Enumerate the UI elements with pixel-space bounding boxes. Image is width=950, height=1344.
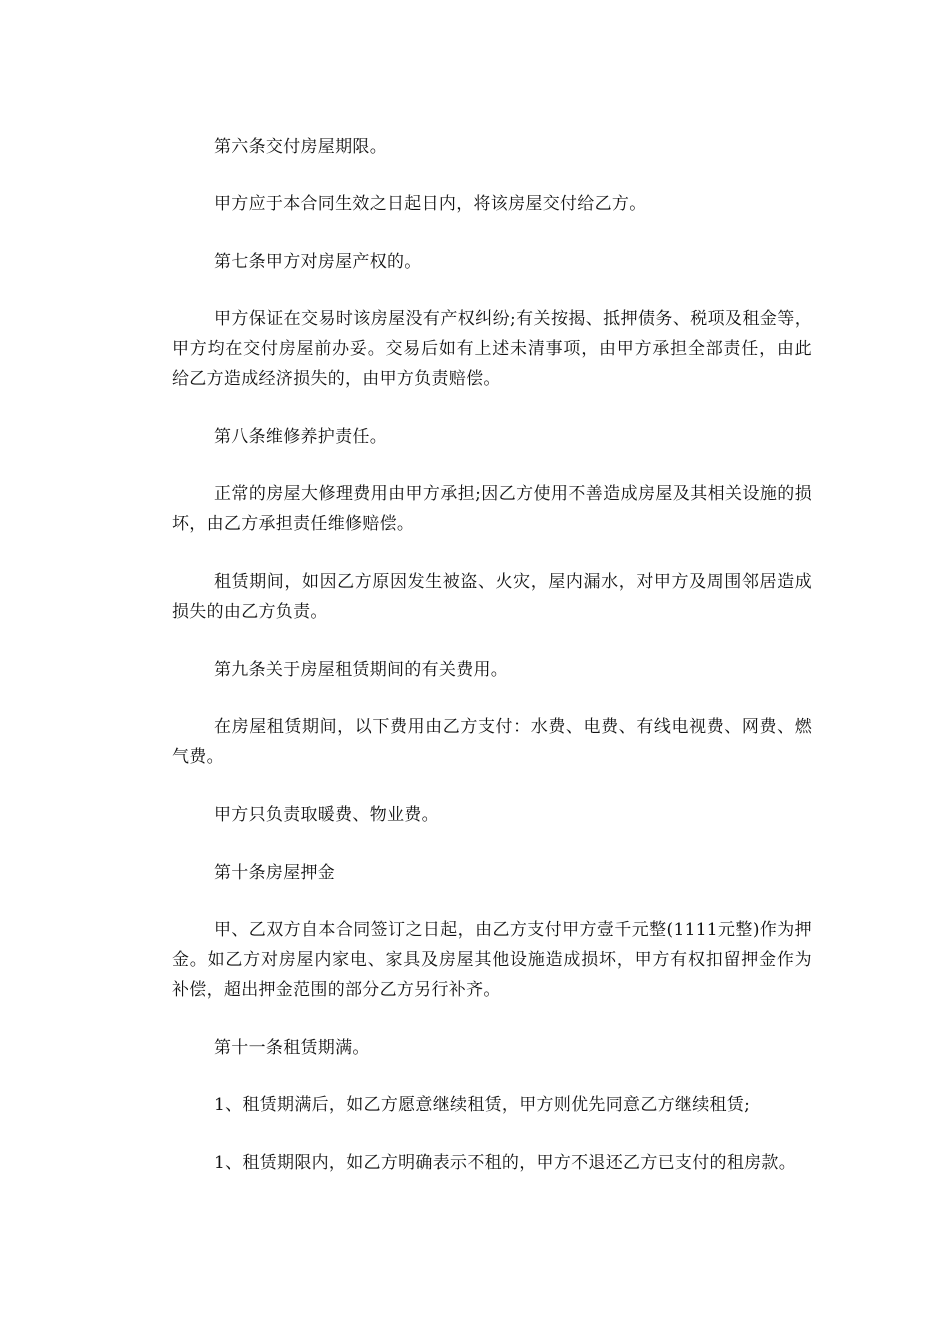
article-8-heading: 第八条维修养护责任。 bbox=[214, 427, 387, 447]
article-10-heading: 第十条房屋押金 bbox=[214, 863, 336, 883]
article-11-heading: 第十一条租赁期满。 bbox=[214, 1038, 370, 1058]
article-9-body-2: 甲方只负责取暖费、物业费。 bbox=[214, 805, 439, 825]
article-7-body: 甲方保证在交易时该房屋没有产权纠纷;有关按揭、抵押债务、税项及租金等，甲方均在交付房屋前办妥。交易后如有上述未清事项，由甲方承担全部责任，由此给乙方造成经济损失的，由甲方负责赔偿。 bbox=[172, 309, 812, 389]
article-6-body: 甲方应于本合同生效之日起日内，将该房屋交付给乙方。 bbox=[214, 194, 647, 214]
article-10-body: 甲、乙双方自本合同签订之日起，由乙方支付甲方壹千元整(1111元整)作为押金。如乙方对房屋内家电、家具及房屋其他设施造成损坏，甲方有权扣留押金作为补偿，超出押金范围的部分乙方另行补齐。 bbox=[172, 920, 812, 1000]
document-body bbox=[172, 132, 812, 1206]
article-7-heading: 第七条甲方对房屋产权的。 bbox=[214, 252, 422, 272]
article-11-item-2: 1、租赁期限内，如乙方明确表示不租的，甲方不退还乙方已支付的租房款。 bbox=[214, 1153, 797, 1173]
article-8-body-1: 正常的房屋大修理费用由甲方承担;因乙方使用不善造成房屋及其相关设施的损坏，由乙方承担责任维修赔偿。 bbox=[172, 484, 812, 534]
article-11-item-1: 1、租赁期满后，如乙方愿意继续租赁，甲方则优先同意乙方继续租赁; bbox=[214, 1095, 751, 1115]
article-9-body-1: 在房屋租赁期间，以下费用由乙方支付：水费、电费、有线电视费、网费、燃气费。 bbox=[172, 717, 812, 767]
article-8-body-2: 租赁期间，如因乙方原因发生被盗、火灾，屋内漏水，对甲方及周围邻居造成损失的由乙方负责。 bbox=[172, 572, 812, 622]
article-6-heading: 第六条交付房屋期限。 bbox=[214, 137, 387, 157]
article-9-heading: 第九条关于房屋租赁期间的有关费用。 bbox=[214, 660, 509, 680]
